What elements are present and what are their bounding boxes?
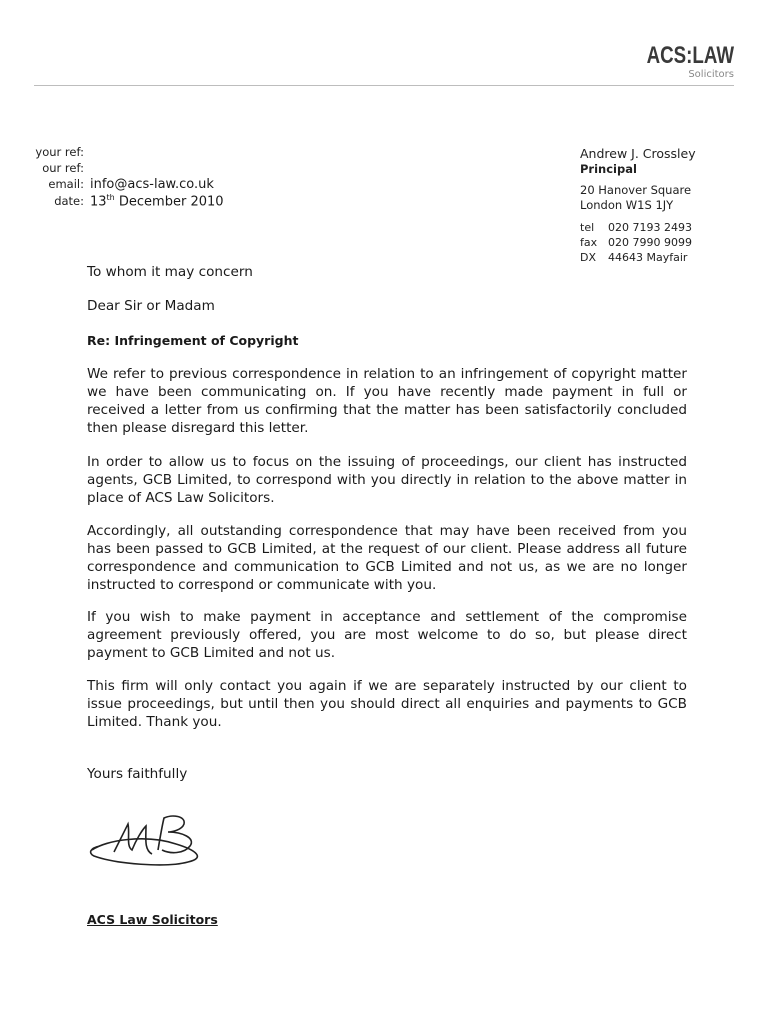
email-value: info@acs-law.co.uk (90, 177, 214, 192)
date-suffix: th (106, 193, 115, 202)
email-label: email: (48, 177, 84, 191)
sender-role: Principal (580, 162, 637, 176)
dx-value: 44643 Mayfair (608, 251, 688, 264)
date-day: 13 (90, 194, 107, 210)
letterhead-logo (622, 44, 734, 80)
date-rest: December 2010 (114, 194, 224, 210)
tel-value: 020 7193 2493 (608, 221, 692, 234)
logo-wordmark: ACS:LAW (646, 42, 734, 69)
our-ref-label: our ref: (42, 161, 84, 175)
dx-label: DX (580, 251, 597, 264)
paragraph-1: We refer to previous correspondence in relation to an infringement of copyright matter we have been communicating on. If you have recently made payment in full or received a letter from us confirming that the matter has been satisfactorily concluded then please disregard this letter. (87, 366, 687, 436)
paragraph-3: Accordingly, all outstanding correspondence that may have been received from you has been passed to GCB Limited, at the request of our client. Please address all future correspondence and communication to GCB Limited and not us, as we are no longer instructed to correspond or communicate with you. (87, 523, 687, 593)
fax-row (580, 235, 696, 250)
address-line-1: 20 Hanover Square (580, 183, 692, 197)
our-ref-row (20, 161, 260, 177)
addressee: To whom it may concern (87, 264, 253, 280)
signature-graphic (86, 810, 226, 880)
tel-label: tel (580, 221, 595, 234)
date-value (90, 193, 224, 209)
firm-signature-name: ACS Law Solicitors (87, 912, 218, 927)
your-ref-row (20, 145, 260, 161)
your-ref-label: your ref: (35, 145, 84, 159)
logo-subtitle: Solicitors (688, 69, 734, 80)
tel-row (580, 220, 696, 235)
address-line-2: London W1S 1JY (580, 198, 674, 212)
date-label: date: (54, 194, 84, 209)
email-row (20, 177, 260, 193)
header-divider (34, 85, 734, 86)
fax-label: fax (580, 236, 598, 249)
fax-value: 020 7990 9099 (608, 236, 692, 249)
paragraph-2: In order to allow us to focus on the issuing of proceedings, our client has instructed agents, GCB Limited, to correspond with you directly in relation to the above matter in place of ACS Law Solicitors. (87, 454, 687, 506)
paragraph-4: If you wish to make payment in acceptance and settlement of the compromise agreement previously offered, you are most welcome to do so, but please direct payment to GCB Limited and not us. (87, 609, 687, 661)
sender-block (580, 145, 696, 265)
salutation: Dear Sir or Madam (87, 298, 215, 314)
date-row (20, 193, 260, 209)
paragraph-5: This firm will only contact you again if we are separately instructed by our client to issue proceedings, but until then you should direct all enquiries and payments to GCB Limited. Thank you. (87, 678, 687, 730)
reference-block (20, 145, 260, 209)
sender-name: Andrew J. Crossley (580, 146, 696, 161)
closing: Yours faithfully (87, 766, 188, 782)
subject-line: Re: Infringement of Copyright (87, 333, 299, 348)
